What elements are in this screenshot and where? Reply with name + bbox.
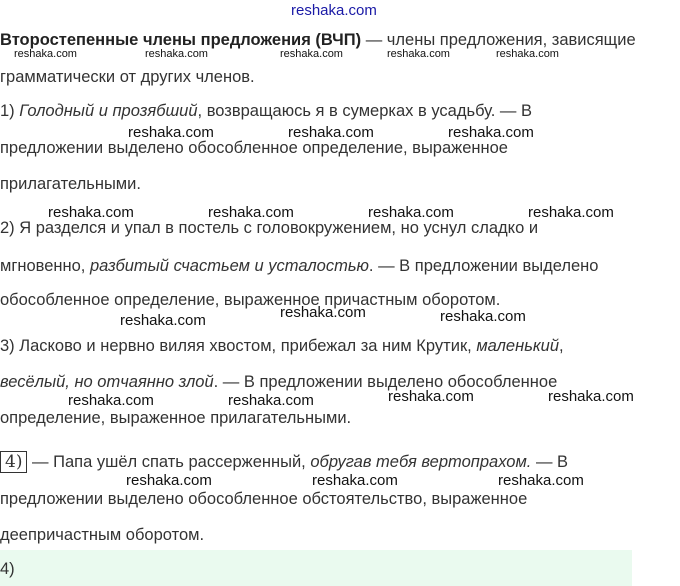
item3-italic-2: весёлый, но отчаянно злой [0,373,214,391]
item1-italic: Голодный и прозябший [19,102,198,120]
item4-line-2: предложении выделено обособленное обстоятельство, выраженное [0,490,528,508]
item1-line-1 [0,101,532,121]
watermark: reshaka.com [14,48,77,60]
item3-pre: 3) Ласково и нервно виляя хвостом, прибежал за ним Крутик, [0,337,477,355]
item4-line-1 [0,451,568,473]
item2-rest: . — В предложении выделено [368,257,599,275]
definition-line-1 [0,30,636,50]
item2-line-2 [0,256,598,276]
watermark: reshaka.com [126,472,212,489]
watermark: reshaka.com [48,204,134,221]
item4-number-box: 4) [0,451,27,473]
item2-line-3: обособленное определение, выраженное причастным оборотом. [0,291,501,309]
watermark: reshaka.com [388,388,474,405]
watermark: reshaka.com [368,204,454,221]
watermark: reshaka.com [387,48,450,60]
item1-rest: , возвращаюсь я в сумерках в усадьбу. — В [197,102,533,120]
definition-line-2: грамматически от других членов. [0,68,255,86]
answer-text: 4) [0,560,15,578]
item2-pre: мгновенно, [0,257,90,275]
watermark: reshaka.com [280,304,366,321]
item3-line-3: определение, выраженное прилагательными. [0,409,352,427]
watermark-top: reshaka.com [291,2,377,19]
watermark: reshaka.com [228,392,314,409]
definition-rest: — члены предложения, зависящие [361,31,636,49]
item2-italic: разбитый счастьем и усталостью [89,257,369,275]
watermark: reshaka.com [528,204,614,221]
watermark: reshaka.com [496,48,559,60]
watermark: reshaka.com [280,48,343,60]
watermark: reshaka.com [312,472,398,489]
watermark: reshaka.com [208,204,294,221]
item4-line-3: деепричастным оборотом. [0,526,205,544]
item1-line-3: прилагательными. [0,175,141,193]
watermark: reshaka.com [288,124,374,141]
item3-italic-1: маленький [476,337,560,355]
definition-term: Второстепенные члены предложения (ВЧП) [0,31,362,49]
watermark: reshaka.com [440,308,526,325]
item3-comma: , [559,337,564,355]
watermark: reshaka.com [145,48,208,60]
item1-prefix: 1) [0,102,20,120]
item1-line-2: предложении выделено обособленное определение, выраженное [0,139,508,157]
watermark: reshaka.com [68,392,154,409]
watermark: reshaka.com [498,472,584,489]
answer-box [0,550,632,586]
watermark: reshaka.com [548,388,634,405]
item4-pre: — Папа ушёл спать рассерженный, [27,453,311,471]
watermark: reshaka.com [128,124,214,141]
item2-line-1: 2) Я разделся и упал в постель с головокружением, но уснул сладко и [0,219,539,237]
item3-rest: . — В предложении выделено обособленное [213,373,558,391]
item4-italic: обругав тебя вертопрахом. [310,453,532,471]
item4-rest: — В [531,453,569,471]
watermark: reshaka.com [120,312,206,329]
item3-line-1 [0,336,564,356]
watermark: reshaka.com [448,124,534,141]
